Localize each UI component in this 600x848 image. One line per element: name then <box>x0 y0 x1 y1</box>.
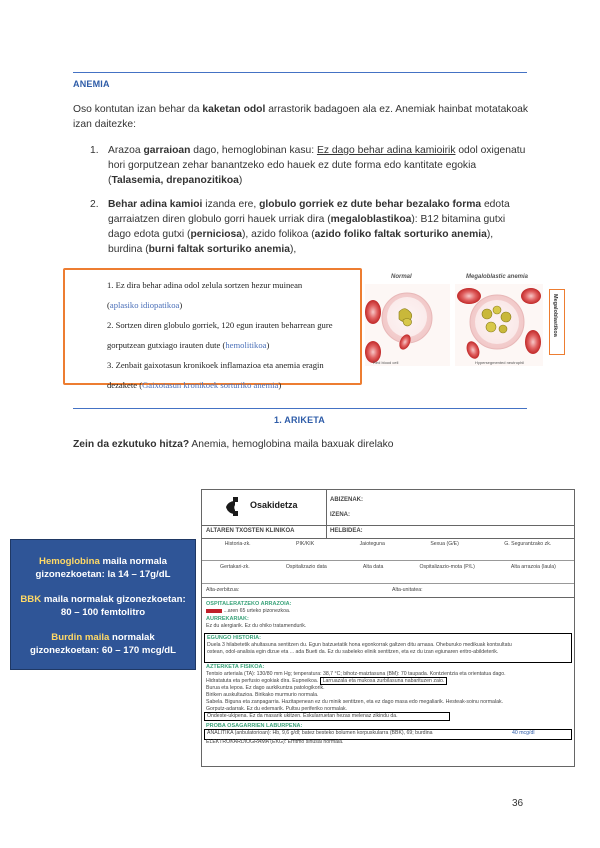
list-number: 2. <box>90 199 99 210</box>
text-run: perniciosa <box>190 229 242 240</box>
text-run: megaloblastikoa <box>330 214 412 225</box>
cause-line <box>107 355 357 375</box>
tests-heading: PROBA OSAGARRIEN LABURPENA: <box>206 723 303 729</box>
ekg-line: ELEKTROKARDIOGRAMA (EKG): Erritmo sinusal normala. <box>206 739 344 745</box>
cause-line <box>107 315 357 335</box>
text-run: ), burdina ( <box>108 229 494 255</box>
section-title-anemia: ANEMIA <box>73 79 110 89</box>
clinical-report <box>201 489 575 767</box>
col-label: Alta data <box>362 564 384 570</box>
hemoglobin-range: gizonezkoetan: la 14 – 17g/dL <box>35 569 171 580</box>
list-text <box>108 143 528 188</box>
text-run: ), <box>289 244 297 255</box>
text-run: ) <box>266 340 270 350</box>
anemia-causes-list <box>107 275 357 395</box>
text-run: Arazoa <box>108 145 144 156</box>
col-label: Sexua (G/E) <box>430 541 459 547</box>
header-cols-row-2 <box>202 564 574 571</box>
field-izena: IZENA: <box>330 512 350 518</box>
col-label: Alta arrazoia (laula) <box>510 564 556 570</box>
text-run: ): B12 bitamina gutxi dago edota gutxi ( <box>108 214 506 240</box>
history-text: Ez du alergiarik. Ez du ohiko tratamendurik. <box>206 623 307 629</box>
analytics-line: ANALITIKA (anbulatorioan): Hb, 9,6 g/dl; batez besteko bolumen korpuskularra (BBK), 69; burdina <box>207 730 433 736</box>
bbk-rest: maila normalak gizonezkoetan: <box>41 594 186 605</box>
exam-line: Gorputz-adarrak. Ez du edemarik. Pultsu periferiko normalak. <box>206 706 347 712</box>
col-label: PIK/KIK <box>296 541 315 547</box>
text-run: ) <box>278 380 282 390</box>
cause-line <box>107 375 357 395</box>
divider <box>73 72 527 73</box>
bbk-range: 80 – 100 femtolitro <box>60 607 146 618</box>
text-run: dezakete ( <box>107 380 143 390</box>
intro-paragraph <box>73 102 533 132</box>
text-run: ), azido folikoa ( <box>241 229 315 240</box>
text-run: dago, hemoglobinan kasu: <box>190 145 317 156</box>
text-run: Oso kontutan izan behar da <box>73 104 203 115</box>
text-run: 2. Sortzen diren globulo gorriek, 120 egun irauten beharrean gure <box>107 320 333 330</box>
list-text <box>108 197 528 257</box>
section-title-ariketa: 1. ARIKETA <box>274 415 326 425</box>
exam-line: Burua eta lepoa. Ez dago aurkikuntza patologikorik. <box>206 685 325 691</box>
text-run: ( <box>107 300 110 310</box>
iron-label: Burdin maila <box>51 632 110 643</box>
text-run: Ez dago behar adina kamioirik <box>316 145 456 156</box>
text-run: globulo gorriek ez dute behar bezalako forma <box>259 199 482 210</box>
figure-caption-left: Red blood cell <box>373 360 399 365</box>
text-run: garraioan <box>143 145 191 156</box>
cause-line <box>107 335 357 355</box>
text-run: 1. Ez dira behar adina odol zelula sortzen hezur muinean <box>107 280 303 290</box>
exercise-question <box>73 437 533 452</box>
history-heading: AURREKARIAK: <box>206 616 249 622</box>
megaloblastic-side-label-box <box>549 289 565 355</box>
physical-exam-heading: AZTERKETA FISIKOA: <box>206 664 265 670</box>
current-history-heading: EGUNGO HISTORIA: <box>207 635 261 641</box>
exam-line: Tentsio arteriala (TA): 130/80 mm Hg; tenperatura: 38,7 °C; bihotz-maiztasuna (BM): 70 taupada. Kontzientzia eta orientatua dago. <box>206 671 506 677</box>
alta-zerbitzua: Alta-zerbitzua: <box>206 587 240 593</box>
hemoglobin-normal <box>11 555 195 581</box>
text-run: ) <box>238 175 243 186</box>
hemoglobin-rest: maila normala <box>99 556 167 567</box>
divider <box>73 408 527 409</box>
iron-rest: normalak <box>109 632 155 643</box>
reason-heading: OSPITALERATZEKO ARRAZOIA: <box>206 601 292 607</box>
question-bold: Zein da ezkutuko hitza? <box>73 439 190 450</box>
text-run: burni faltak sorturiko anemia <box>148 244 290 255</box>
text-run: 3. Zenbait gaixotasun kronikoek inflamazioa eta anemia eragin <box>107 360 324 370</box>
exam-line: Sabela. Biguna eta zanpagarria. Hazitapenean ez du minik sentitzen, eta ez dago masa edo megaliarik. Hesteak-soinu normalak. <box>206 699 504 705</box>
list-number: 1. <box>90 145 99 156</box>
figure-caption-right: Hypersegmented neutrophil <box>475 360 525 365</box>
exam-line-boxed-2: Ondeste-ukipena. Ez da masarik ukitzen. Eskularruetan hezas melenaz zikindu da. <box>204 712 450 721</box>
report-subtitle: ALTAREN TXOSTEN KLINIKOA <box>206 528 295 534</box>
bbk-label: BBK <box>20 594 42 605</box>
text-run: Behar adina kamioi <box>108 199 203 210</box>
iron-range: gizonezkoetan: 60 – 170 mcg/dL <box>29 645 177 656</box>
col-label: Jaioteguna <box>359 541 385 547</box>
normal-values-box <box>10 539 196 670</box>
question-rest: Anemia, hemoglobina maila baxuak direlako <box>189 439 394 450</box>
exam-line: Biriken auskultazioa. Birikako murmurio normala. <box>206 692 319 698</box>
current-history-line2: ostean, odol-analisia egin dizue eta ... ada Bueti da. Ez du sabeleko elinik sentitzen, eta ez du izan egiunaren eritro-abildeterik. <box>207 649 499 655</box>
exam-line-boxed: Larruazala eta mukosa zurbilasuna nabarituzen zaio. <box>320 677 448 685</box>
text-run: edota garraiatzen diren globulo gorri hauek urriak dira ( <box>108 199 510 225</box>
hemoglobin-label: Hemoglobina <box>39 556 100 567</box>
iron-normal <box>11 631 195 657</box>
field-abizenak: ABIZENAK: <box>330 497 363 503</box>
list-item-2 <box>90 197 530 257</box>
col-label: G. Segurantzako zk. <box>504 541 552 547</box>
header-cols-row <box>202 541 574 548</box>
field-helbidea: HELBIDEA: <box>330 528 363 534</box>
osakidetza-logo-icon <box>224 496 246 518</box>
cause-line <box>107 275 357 295</box>
figure-label-mega: Megaloblastic anemia <box>466 274 529 280</box>
iron-value: 40 mcg/dl <box>512 730 535 736</box>
bbk-normal <box>11 593 195 619</box>
text-run: arrastorik badagoen ala ez. Anemiak hainbat motatakoak izan daitezke: <box>73 104 529 130</box>
col-label: Gertakari-zk. <box>220 564 250 570</box>
cells-illustration <box>363 282 546 370</box>
text-run: gorputzean gutxiago irauten dute ( <box>107 340 226 350</box>
text-run: Talasemia, drepanozitikoa <box>111 175 239 186</box>
list-item-1 <box>90 143 530 188</box>
highlighted-term: aplasiko idiopatikoa <box>109 300 180 310</box>
megaloblastic-side-label: Megaloblastikoa <box>552 294 558 337</box>
alta-unitatea: Alta-unitatea: <box>392 587 423 593</box>
anemia-causes-box <box>63 268 362 390</box>
col-label: Ospitalizazio data <box>285 564 327 570</box>
current-history-line1: Duela 3 hilabetetik ahultasuna sentitzen du. Egun batzuetatik hona egonkorrak galtzen ditu arnasa. Oheburuko medikuak kontsultatu <box>207 642 512 648</box>
text-run: azido foliko faltak sorturiko anemia <box>314 229 487 240</box>
figure-label-normal: Normal <box>391 274 412 280</box>
osakidetza-logo-text: Osakidetza <box>250 500 298 510</box>
reason-value: ...aren 65 urteko pizonezkoa. <box>223 608 291 614</box>
text-run: odol oxigenatu hori gorputzean zehar banantzeko edo hauek ez dute forma edo kantitate egokia ( <box>108 145 526 186</box>
reason-text <box>206 608 290 615</box>
exam-line-a: Hidratatuta eta perfusio egokiak dira. Eupneikoa. <box>206 678 320 684</box>
exam-line <box>206 678 447 685</box>
col-label: Historia-zk. <box>224 541 251 547</box>
text-run: kaketan odol <box>202 104 266 115</box>
cause-line <box>107 295 357 315</box>
text-run: ) <box>179 300 183 310</box>
col-label: Ospitalizazio-mota (P/L) <box>419 564 475 570</box>
blood-cell-figure <box>363 270 546 380</box>
highlighted-term: Gaixotasun kronikoek sorturiko anemia <box>142 380 279 390</box>
page-number: 36 <box>512 798 524 809</box>
highlighted-term: hemolitikoa <box>225 340 267 350</box>
text-run: izanda ere, <box>202 199 260 210</box>
